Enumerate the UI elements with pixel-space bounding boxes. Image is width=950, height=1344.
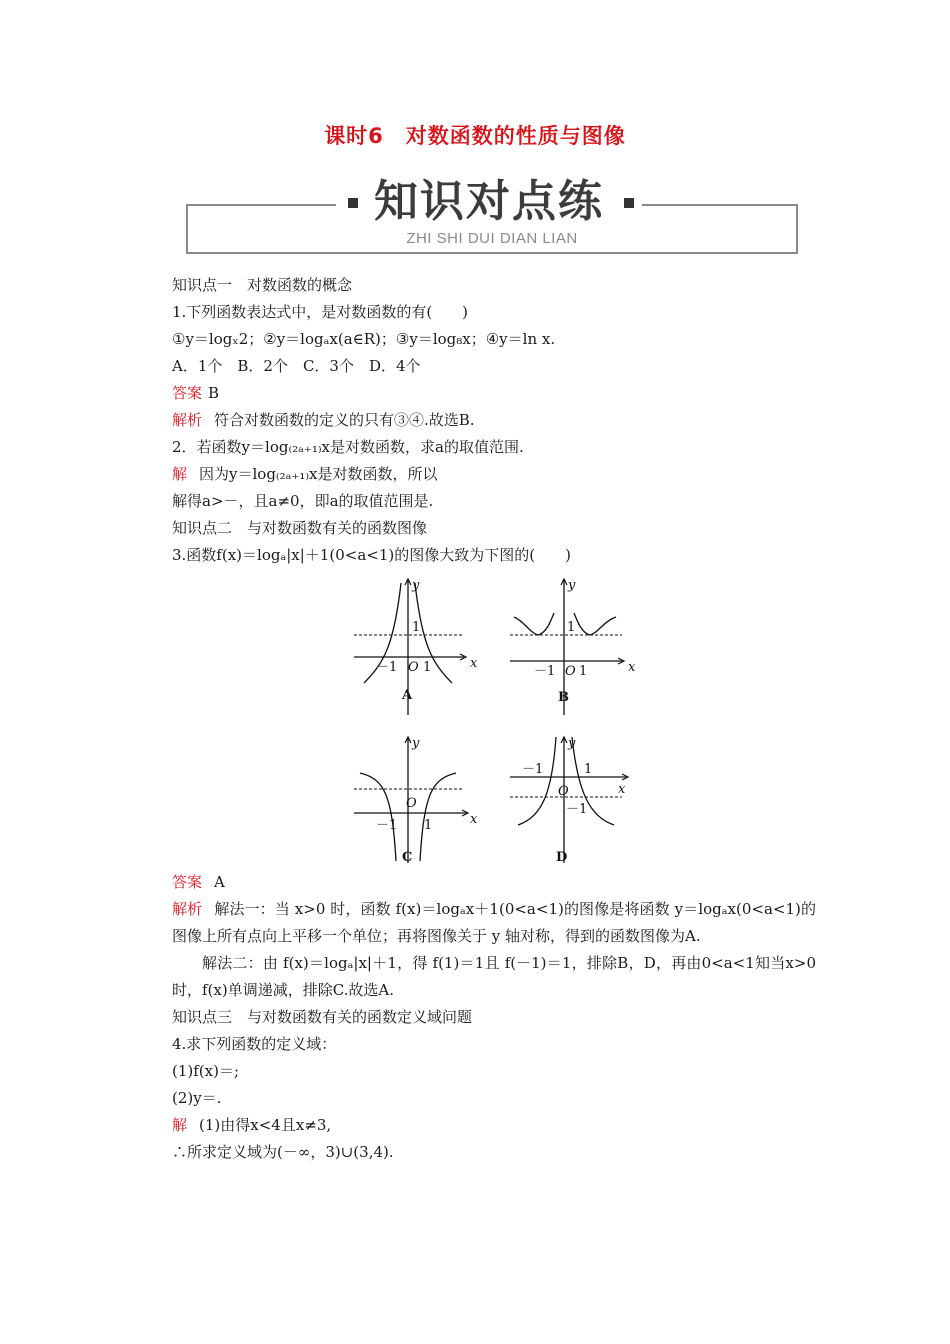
graph-d-label: D: [556, 850, 568, 865]
q1-analysis-text: 符合对数函数的定义的只有③④.故选B.: [214, 411, 475, 429]
graph-a-x-label: x: [470, 656, 478, 671]
graph-d-pos-one: 1: [584, 762, 593, 777]
graph-a-neg-one: －1: [376, 660, 398, 675]
graphs-svg: [354, 575, 634, 867]
graph-d-y-label: y: [568, 736, 576, 751]
q4-stem: 4.求下列函数的定义域：: [172, 1035, 337, 1053]
document-body: [172, 272, 816, 1166]
knowledge-point-3: 知识点三 与对数函数有关的函数定义域问题: [172, 1008, 473, 1026]
q1-answer: [172, 380, 816, 407]
graph-d-neg-one-y: －1: [566, 802, 588, 817]
analysis-label: 解析: [172, 900, 203, 918]
graph-c-y-label: y: [412, 736, 420, 751]
q4-solution-2: ∴所求定义域为(－∞，3)∪(3,4).: [172, 1143, 394, 1161]
q1-stem: 1.下列函数表达式中，是对数函数的有( ): [172, 303, 469, 321]
q2-solution-text-1: 因为y＝log₍₂ₐ₊₁₎x是对数函数，所以: [199, 465, 438, 483]
solution-label: 解: [172, 1116, 188, 1134]
q3-stem: 3.函数f(x)＝logₐ|x|＋1(0<a<1)的图像大致为下图的( ): [172, 546, 571, 564]
banner-square-right: [624, 198, 634, 208]
graph-c-label: C: [402, 850, 413, 865]
graph-a: [354, 578, 478, 715]
graph-c-x-label: x: [470, 812, 478, 827]
graph-d-x-label: x: [618, 782, 626, 797]
q3-answer-value: A: [214, 873, 225, 891]
banner-rule-left: [186, 204, 336, 206]
graph-c: [354, 736, 478, 865]
graph-d-origin: O: [558, 784, 569, 799]
knowledge-point-1: 知识点一 对数函数的概念: [172, 276, 353, 294]
banner-square-left: [348, 198, 358, 208]
graph-b-pos-one: 1: [579, 664, 588, 679]
graph-a-pos-one: 1: [423, 660, 432, 675]
graph-b-label: B: [558, 690, 569, 705]
q2-stem: 2．若函数y＝log₍₂ₐ₊₁₎x是对数函数，求a的取值范围.: [172, 438, 524, 456]
q3-analysis-2: 解法二：由 f(x)＝logₐ|x|＋1，得 f(1)＝1且 f(－1)＝1，排除B，D，再由0<a<1知当x>0时，f(x)单调递减，排除C.故选A.: [172, 954, 816, 999]
q3-graph-figure: [172, 575, 816, 867]
banner-subtitle: ZHI SHI DUI DIAN LIAN: [406, 230, 578, 247]
graph-b: [510, 578, 636, 715]
q4-solution-text-1: (1)由得x<4且x≠3,: [199, 1116, 332, 1134]
knowledge-point-2: 知识点二 与对数函数有关的函数图像: [172, 519, 428, 537]
q1-answer-value: B: [208, 384, 220, 402]
q4-part-1: (1)f(x)＝;: [172, 1062, 240, 1080]
graph-c-origin: O: [406, 796, 417, 811]
q4-solution-1: [172, 1112, 816, 1139]
graph-c-pos-one: 1: [424, 818, 433, 833]
q2-solution-2: 解得a>－，且a≠0，即a的取值范围是.: [172, 492, 434, 510]
answer-label: 答案: [172, 384, 203, 402]
solution-label: 解: [172, 465, 188, 483]
graph-a-one: 1: [412, 620, 421, 635]
section-banner: [186, 176, 798, 258]
graph-a-origin: O: [408, 660, 419, 675]
graph-b-one: 1: [567, 620, 576, 635]
q3-analysis-1: [172, 896, 816, 950]
q3-analysis-text-1: 解法一：当 x>0 时，函数 f(x)＝logₐx＋1(0<a<1)的图像是将函数 y＝logₐx(0<a<1)的图像上所有点向上平移一个单位；再将图像关于 y 轴对称，得到的函数图像为A.: [172, 900, 816, 945]
graph-d-neg-one: －1: [522, 762, 544, 777]
q3-answer: [172, 869, 816, 896]
graph-a-label: A: [402, 688, 413, 703]
q2-solution-1: [172, 461, 816, 488]
graph-d: [510, 736, 628, 865]
graph-c-neg-one: －1: [376, 818, 398, 833]
q1-choices: A．1个 B．2个 C．3个 D．4个: [172, 357, 421, 375]
q1-expressions: ①y＝logₓ2；②y＝logₐx(a∈R)；③y＝log₈x；④y＝ln x.: [172, 330, 556, 348]
banner-rule-right: [642, 204, 798, 206]
q1-analysis: [172, 407, 816, 434]
graph-b-x-label: x: [628, 660, 636, 675]
page-title: 课时6 对数函数的性质与图像: [324, 124, 626, 148]
banner-title: 知识对点练: [374, 176, 604, 227]
graph-a-y-label: y: [412, 578, 420, 593]
answer-label: 答案: [172, 873, 203, 891]
graph-b-y-label: y: [568, 578, 576, 593]
q4-part-2: (2)y＝.: [172, 1089, 222, 1107]
graph-b-origin: O: [565, 664, 576, 679]
graph-b-neg-one: －1: [534, 664, 556, 679]
analysis-label: 解析: [172, 411, 203, 429]
